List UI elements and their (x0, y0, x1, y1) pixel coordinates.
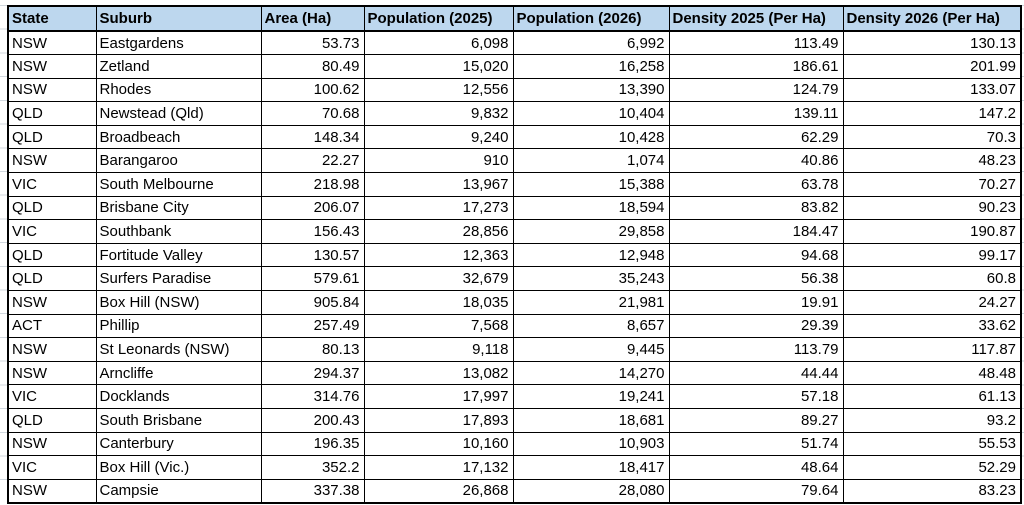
cell-area_ha[interactable]: 130.57 (261, 243, 364, 267)
cell-state[interactable]: NSW (8, 432, 96, 456)
cell-density_2026[interactable]: 99.17 (843, 243, 1021, 267)
cell-suburb[interactable]: St Leonards (NSW) (96, 338, 261, 362)
column-header-population_2026[interactable]: Population (2026) (513, 6, 669, 31)
cell-area_ha[interactable]: 218.98 (261, 173, 364, 197)
cell-state[interactable]: NSW (8, 55, 96, 79)
cell-area_ha[interactable]: 905.84 (261, 291, 364, 315)
cell-density_2025[interactable]: 19.91 (669, 291, 843, 315)
cell-population_2025[interactable]: 7,568 (364, 314, 513, 338)
cell-population_2026[interactable]: 18,681 (513, 409, 669, 433)
cell-area_ha[interactable]: 70.68 (261, 102, 364, 126)
cell-suburb[interactable]: Arncliffe (96, 361, 261, 385)
cell-population_2025[interactable]: 18,035 (364, 291, 513, 315)
table-row (8, 409, 1021, 433)
cell-area_ha[interactable]: 196.35 (261, 432, 364, 456)
cell-population_2025[interactable]: 32,679 (364, 267, 513, 291)
cell-suburb[interactable]: Southbank (96, 220, 261, 244)
cell-area_ha[interactable]: 53.73 (261, 31, 364, 55)
cell-population_2026[interactable]: 8,657 (513, 314, 669, 338)
cell-population_2026[interactable]: 15,388 (513, 173, 669, 197)
cell-density_2025[interactable]: 51.74 (669, 432, 843, 456)
cell-population_2026[interactable]: 35,243 (513, 267, 669, 291)
cell-population_2025[interactable]: 13,082 (364, 361, 513, 385)
cell-state[interactable]: QLD (8, 196, 96, 220)
cell-area_ha[interactable]: 80.13 (261, 338, 364, 362)
header-row (8, 6, 1021, 31)
cell-density_2026[interactable]: 93.2 (843, 409, 1021, 433)
cell-suburb[interactable]: South Melbourne (96, 173, 261, 197)
cell-suburb[interactable]: Eastgardens (96, 31, 261, 55)
cell-population_2025[interactable]: 17,997 (364, 385, 513, 409)
cell-population_2026[interactable]: 18,417 (513, 456, 669, 480)
cell-suburb[interactable]: Zetland (96, 55, 261, 79)
cell-density_2026[interactable]: 24.27 (843, 291, 1021, 315)
cell-density_2025[interactable]: 29.39 (669, 314, 843, 338)
cell-area_ha[interactable]: 22.27 (261, 149, 364, 173)
table-row (8, 196, 1021, 220)
cell-density_2025[interactable]: 139.11 (669, 102, 843, 126)
cell-density_2026[interactable]: 130.13 (843, 31, 1021, 55)
cell-population_2026[interactable]: 28,080 (513, 479, 669, 503)
cell-suburb[interactable]: South Brisbane (96, 409, 261, 433)
cell-suburb[interactable]: Newstead (Qld) (96, 102, 261, 126)
cell-area_ha[interactable]: 314.76 (261, 385, 364, 409)
cell-population_2025[interactable]: 13,967 (364, 173, 513, 197)
cell-population_2025[interactable]: 9,240 (364, 125, 513, 149)
cell-state[interactable]: ACT (8, 314, 96, 338)
cell-state[interactable]: QLD (8, 267, 96, 291)
cell-population_2026[interactable]: 9,445 (513, 338, 669, 362)
cell-population_2026[interactable]: 10,428 (513, 125, 669, 149)
cell-population_2026[interactable]: 12,948 (513, 243, 669, 267)
cell-density_2025[interactable]: 44.44 (669, 361, 843, 385)
column-header-density_2025[interactable]: Density 2025 (Per Ha) (669, 6, 843, 31)
column-header-suburb[interactable]: Suburb (96, 6, 261, 31)
cell-population_2026[interactable]: 16,258 (513, 55, 669, 79)
cell-state[interactable]: NSW (8, 479, 96, 503)
cell-area_ha[interactable]: 100.62 (261, 78, 364, 102)
cell-density_2025[interactable]: 184.47 (669, 220, 843, 244)
cell-state[interactable]: NSW (8, 31, 96, 55)
cell-density_2026[interactable]: 70.3 (843, 125, 1021, 149)
cell-suburb[interactable]: Barangaroo (96, 149, 261, 173)
table-row (8, 267, 1021, 291)
cell-density_2026[interactable]: 83.23 (843, 479, 1021, 503)
suburb-density-table (7, 5, 1022, 504)
cell-density_2025[interactable]: 83.82 (669, 196, 843, 220)
outside-gridlines-left (0, 5, 7, 503)
cell-population_2025[interactable]: 15,020 (364, 55, 513, 79)
column-header-density_2026[interactable]: Density 2026 (Per Ha) (843, 6, 1021, 31)
cell-suburb[interactable]: Box Hill (NSW) (96, 291, 261, 315)
cell-density_2025[interactable]: 94.68 (669, 243, 843, 267)
cell-population_2026[interactable]: 13,390 (513, 78, 669, 102)
column-header-area_ha[interactable]: Area (Ha) (261, 6, 364, 31)
cell-area_ha[interactable]: 579.61 (261, 267, 364, 291)
cell-state[interactable]: NSW (8, 361, 96, 385)
cell-suburb[interactable]: Canterbury (96, 432, 261, 456)
cell-population_2026[interactable]: 14,270 (513, 361, 669, 385)
cell-suburb[interactable]: Surfers Paradise (96, 267, 261, 291)
cell-density_2026[interactable]: 133.07 (843, 78, 1021, 102)
cell-population_2026[interactable]: 6,992 (513, 31, 669, 55)
cell-state[interactable]: VIC (8, 220, 96, 244)
cell-population_2025[interactable]: 6,098 (364, 31, 513, 55)
cell-area_ha[interactable]: 80.49 (261, 55, 364, 79)
cell-suburb[interactable]: Phillip (96, 314, 261, 338)
cell-population_2026[interactable]: 18,594 (513, 196, 669, 220)
table-row (8, 385, 1021, 409)
cell-density_2025[interactable]: 124.79 (669, 78, 843, 102)
cell-state[interactable]: NSW (8, 78, 96, 102)
cell-state[interactable]: QLD (8, 243, 96, 267)
cell-population_2025[interactable]: 12,363 (364, 243, 513, 267)
cell-population_2026[interactable]: 10,903 (513, 432, 669, 456)
column-header-population_2025[interactable]: Population (2025) (364, 6, 513, 31)
cell-suburb[interactable]: Campsie (96, 479, 261, 503)
table-row (8, 456, 1021, 480)
cell-density_2026[interactable]: 33.62 (843, 314, 1021, 338)
cell-density_2026[interactable]: 61.13 (843, 385, 1021, 409)
cell-population_2025[interactable]: 10,160 (364, 432, 513, 456)
cell-density_2026[interactable]: 147.2 (843, 102, 1021, 126)
cell-state[interactable]: VIC (8, 456, 96, 480)
cell-population_2026[interactable]: 29,858 (513, 220, 669, 244)
cell-population_2025[interactable]: 910 (364, 149, 513, 173)
cell-population_2025[interactable]: 17,273 (364, 196, 513, 220)
table-row (8, 432, 1021, 456)
cell-population_2025[interactable]: 17,893 (364, 409, 513, 433)
cell-density_2025[interactable]: 89.27 (669, 409, 843, 433)
cell-density_2026[interactable]: 70.27 (843, 173, 1021, 197)
cell-area_ha[interactable]: 156.43 (261, 220, 364, 244)
cell-density_2026[interactable]: 48.48 (843, 361, 1021, 385)
cell-state[interactable]: VIC (8, 385, 96, 409)
cell-density_2025[interactable]: 48.64 (669, 456, 843, 480)
table-row (8, 78, 1021, 102)
cell-density_2026[interactable]: 201.99 (843, 55, 1021, 79)
cell-density_2026[interactable]: 60.8 (843, 267, 1021, 291)
cell-state[interactable]: NSW (8, 338, 96, 362)
cell-population_2025[interactable]: 26,868 (364, 479, 513, 503)
cell-density_2026[interactable]: 48.23 (843, 149, 1021, 173)
cell-population_2026[interactable]: 19,241 (513, 385, 669, 409)
cell-area_ha[interactable]: 294.37 (261, 361, 364, 385)
table-row (8, 338, 1021, 362)
cell-density_2025[interactable]: 113.79 (669, 338, 843, 362)
cell-density_2026[interactable]: 52.29 (843, 456, 1021, 480)
cell-area_ha[interactable]: 200.43 (261, 409, 364, 433)
cell-population_2025[interactable]: 17,132 (364, 456, 513, 480)
table-row (8, 479, 1021, 503)
cell-density_2025[interactable]: 186.61 (669, 55, 843, 79)
table-row (8, 361, 1021, 385)
cell-state[interactable]: NSW (8, 149, 96, 173)
cell-density_2025[interactable]: 62.29 (669, 125, 843, 149)
table-row (8, 243, 1021, 267)
table-row (8, 125, 1021, 149)
cell-population_2025[interactable]: 12,556 (364, 78, 513, 102)
cell-population_2026[interactable]: 21,981 (513, 291, 669, 315)
cell-suburb[interactable]: Fortitude Valley (96, 243, 261, 267)
cell-population_2026[interactable]: 10,404 (513, 102, 669, 126)
cell-suburb[interactable]: Box Hill (Vic.) (96, 456, 261, 480)
cell-density_2026[interactable]: 117.87 (843, 338, 1021, 362)
cell-density_2025[interactable]: 40.86 (669, 149, 843, 173)
table-row (8, 31, 1021, 55)
cell-state[interactable]: VIC (8, 173, 96, 197)
cell-area_ha[interactable]: 352.2 (261, 456, 364, 480)
cell-density_2025[interactable]: 113.49 (669, 31, 843, 55)
cell-density_2025[interactable]: 63.78 (669, 173, 843, 197)
cell-population_2025[interactable]: 28,856 (364, 220, 513, 244)
table-row (8, 149, 1021, 173)
column-header-state[interactable]: State (8, 6, 96, 31)
cell-area_ha[interactable]: 148.34 (261, 125, 364, 149)
cell-density_2026[interactable]: 190.87 (843, 220, 1021, 244)
table-row (8, 220, 1021, 244)
cell-state[interactable]: QLD (8, 125, 96, 149)
cell-population_2026[interactable]: 1,074 (513, 149, 669, 173)
cell-population_2025[interactable]: 9,118 (364, 338, 513, 362)
cell-suburb[interactable]: Brisbane City (96, 196, 261, 220)
cell-state[interactable]: QLD (8, 409, 96, 433)
cell-state[interactable]: QLD (8, 102, 96, 126)
cell-area_ha[interactable]: 206.07 (261, 196, 364, 220)
cell-density_2025[interactable]: 79.64 (669, 479, 843, 503)
cell-area_ha[interactable]: 257.49 (261, 314, 364, 338)
table-row (8, 55, 1021, 79)
table-body (8, 31, 1021, 503)
cell-state[interactable]: NSW (8, 291, 96, 315)
table-row (8, 314, 1021, 338)
cell-suburb[interactable]: Docklands (96, 385, 261, 409)
table-row (8, 173, 1021, 197)
cell-density_2025[interactable]: 57.18 (669, 385, 843, 409)
cell-density_2026[interactable]: 55.53 (843, 432, 1021, 456)
table-row (8, 102, 1021, 126)
cell-area_ha[interactable]: 337.38 (261, 479, 364, 503)
table-row (8, 291, 1021, 315)
cell-suburb[interactable]: Broadbeach (96, 125, 261, 149)
cell-suburb[interactable]: Rhodes (96, 78, 261, 102)
cell-density_2026[interactable]: 90.23 (843, 196, 1021, 220)
cell-population_2025[interactable]: 9,832 (364, 102, 513, 126)
cell-density_2025[interactable]: 56.38 (669, 267, 843, 291)
